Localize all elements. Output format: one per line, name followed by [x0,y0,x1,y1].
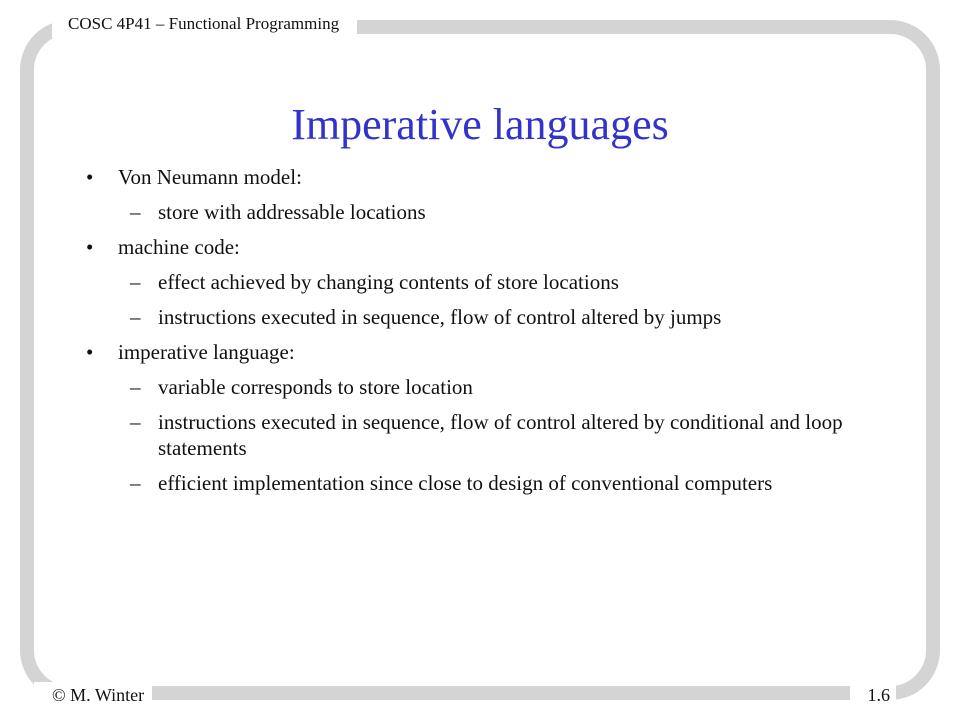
dash-marker: – [130,305,141,329]
sub-bullet-item [82,470,902,496]
sub-bullet-text: effect achieved by changing contents of store locations [158,270,619,294]
sub-bullet-text: store with addressable locations [158,200,426,224]
dash-marker: – [130,410,141,434]
bullet-marker: • [86,165,94,189]
sub-bullet-text: instructions executed in sequence, flow of control altered by conditional and loop statements [158,410,843,460]
sub-bullet-item [82,374,902,400]
course-header: COSC 4P41 – Functional Programming [52,10,357,38]
sub-bullet-item [82,199,902,225]
slide-title: Imperative languages [291,100,669,149]
bullet-item [82,339,902,365]
bullet-item [82,234,902,260]
footer-author: © M. Winter [34,682,152,708]
sub-bullet-item [82,269,902,295]
bullet-marker: • [86,235,94,259]
sub-bullet-text: variable corresponds to store location [158,375,473,399]
sub-bullet-item [82,304,902,330]
dash-marker: – [130,471,141,495]
dash-marker: – [130,200,141,224]
sub-bullet-text: instructions executed in sequence, flow of control altered by jumps [158,305,722,329]
footer-page-number: 1.6 [850,682,897,708]
bullet-text: Von Neumann model: [118,165,302,189]
sub-bullet-item [82,409,902,461]
bullet-text: machine code: [118,235,240,259]
dash-marker: – [130,375,141,399]
bullet-text: imperative language: [118,340,295,364]
dash-marker: – [130,270,141,294]
sub-bullet-text: efficient implementation since close to design of conventional computers [158,471,773,495]
bullet-marker: • [86,340,94,364]
slide-content [82,164,902,505]
bullet-item [82,164,902,190]
